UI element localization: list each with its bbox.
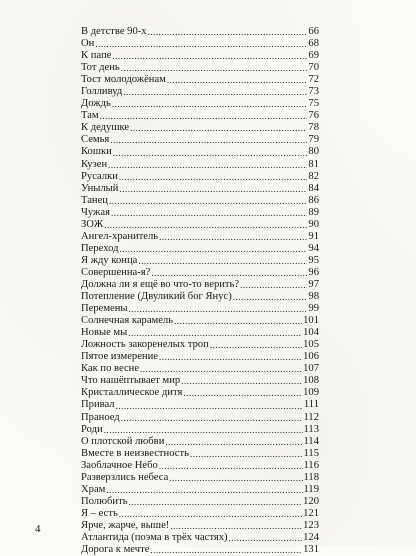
toc-entry-page: 108 bbox=[303, 375, 319, 387]
toc-entry-title: Там bbox=[81, 110, 99, 122]
toc-entry-title: Должна ли я ещё во что-то верить? bbox=[81, 278, 240, 290]
toc-entry-page: 72 bbox=[308, 74, 319, 86]
dot-leader bbox=[109, 196, 307, 207]
toc-entry-page: 95 bbox=[308, 254, 319, 266]
toc-entry-page: 104 bbox=[303, 327, 319, 339]
toc-entry-page: 109 bbox=[303, 387, 319, 399]
dot-leader bbox=[140, 364, 302, 375]
dot-leader bbox=[120, 244, 308, 255]
toc-entry-page: 91 bbox=[308, 230, 319, 242]
toc-entry-page: 78 bbox=[308, 122, 319, 134]
toc-entry-page: 101 bbox=[303, 315, 319, 327]
dot-leader bbox=[229, 533, 303, 544]
toc-entry bbox=[81, 171, 319, 183]
toc-entry bbox=[81, 219, 319, 231]
toc-entry-page: 79 bbox=[308, 134, 319, 146]
dot-leader bbox=[151, 268, 307, 279]
toc-entry-title: Тост молодожёнам bbox=[81, 74, 166, 86]
toc-entry-title: Голливуд bbox=[81, 86, 123, 98]
toc-entry-title: Танец bbox=[81, 194, 108, 206]
toc-entry-title: Перемены bbox=[81, 303, 128, 315]
toc-entry-title: Кристаллическое дитя bbox=[81, 387, 183, 399]
toc-entry bbox=[81, 484, 319, 496]
dot-leader bbox=[123, 87, 307, 98]
toc-entry-title: Кузен bbox=[81, 158, 108, 170]
toc-entry-page: 86 bbox=[308, 194, 319, 206]
toc-entry bbox=[81, 532, 319, 544]
toc-entry bbox=[81, 460, 319, 472]
dot-leader bbox=[129, 304, 308, 315]
toc-entry-page: 73 bbox=[308, 86, 319, 98]
toc-entry-page: 106 bbox=[303, 351, 319, 363]
toc-entry bbox=[81, 38, 319, 50]
toc-entry-title: К дедушке bbox=[81, 122, 130, 134]
toc-entry bbox=[81, 303, 319, 315]
dot-leader bbox=[110, 135, 307, 146]
toc-entry-title: Как по весне bbox=[81, 363, 140, 375]
dot-leader bbox=[128, 328, 302, 339]
toc-entry-page: 112 bbox=[303, 411, 319, 423]
dot-leader bbox=[181, 376, 302, 387]
toc-entry bbox=[81, 207, 319, 219]
toc-entry bbox=[81, 279, 319, 291]
dot-leader bbox=[121, 63, 308, 74]
dot-leader bbox=[113, 148, 308, 159]
dot-leader bbox=[190, 449, 303, 460]
toc-entry bbox=[81, 195, 319, 207]
toc-entry-page: 94 bbox=[308, 242, 319, 254]
toc-entry bbox=[81, 243, 319, 255]
toc-entry-title: Роди bbox=[81, 423, 103, 435]
toc-entry-page: 81 bbox=[308, 158, 319, 170]
dot-leader bbox=[112, 99, 308, 110]
toc-entry-page: 119 bbox=[303, 483, 319, 495]
toc-entry-title: Тот день bbox=[81, 62, 120, 74]
toc-entry-page: 123 bbox=[303, 519, 319, 531]
toc-entry bbox=[81, 267, 319, 279]
toc-entry-page: 68 bbox=[308, 38, 319, 50]
toc-entry-page: 66 bbox=[308, 26, 319, 37]
dot-leader bbox=[210, 340, 302, 351]
toc-entry bbox=[81, 436, 319, 448]
toc-entry-page: 115 bbox=[303, 447, 319, 459]
toc-entry bbox=[81, 98, 319, 110]
toc-entry bbox=[81, 387, 319, 399]
toc-entry bbox=[81, 110, 319, 122]
toc-entry-title: Вместе в неизвестность bbox=[81, 447, 189, 459]
toc-entry-title: Потепление (Двуликий бог Янус) bbox=[81, 291, 232, 303]
toc-entry-title: Русалки bbox=[81, 170, 118, 182]
toc-entry-title: Разверзлись небеса bbox=[81, 471, 169, 483]
toc-entry-page: 75 bbox=[308, 98, 319, 110]
dot-leader bbox=[119, 509, 302, 520]
dot-leader bbox=[106, 485, 302, 496]
toc-entry-title: ЗОЖ bbox=[81, 218, 104, 230]
toc-entry-title: К папе bbox=[81, 50, 112, 62]
dot-leader bbox=[121, 413, 303, 424]
dot-leader bbox=[95, 39, 307, 50]
toc-entry-title: В детстве 90-х bbox=[81, 26, 147, 37]
toc-entry-title: Ярче, жарче, выше! bbox=[81, 519, 170, 531]
toc-entry bbox=[81, 86, 319, 98]
dot-leader bbox=[233, 292, 308, 303]
toc-entry bbox=[81, 412, 319, 424]
dot-leader bbox=[148, 27, 308, 38]
toc-entry-title: Совершенна-я? bbox=[81, 266, 151, 278]
toc-entry-page: 116 bbox=[303, 459, 319, 471]
toc-entry-title: Заоблачное Небо bbox=[81, 459, 158, 471]
toc-entry-page: 114 bbox=[303, 435, 319, 447]
toc-entry-title: Праноед bbox=[81, 411, 120, 423]
toc-entry bbox=[81, 363, 319, 375]
page-number: 4 bbox=[35, 523, 41, 535]
toc-entry-title: Дождь bbox=[81, 98, 111, 110]
toc-entry-page: 70 bbox=[308, 62, 319, 74]
toc-entry bbox=[81, 291, 319, 303]
toc-entry bbox=[81, 255, 319, 267]
dot-leader bbox=[130, 123, 307, 134]
dot-leader bbox=[104, 425, 303, 436]
toc-entry bbox=[81, 26, 319, 38]
toc-entry bbox=[81, 327, 319, 339]
toc-entry-title: Пятое измерение bbox=[81, 351, 158, 363]
toc-entry-title: Ложность закоренелых троп bbox=[81, 339, 209, 351]
toc-entry-page: 96 bbox=[308, 266, 319, 278]
toc-entry-page: 97 bbox=[308, 278, 319, 290]
dot-leader bbox=[108, 160, 307, 171]
toc-entry-page: 76 bbox=[308, 110, 319, 122]
toc-entry-title: Он bbox=[81, 38, 95, 50]
dot-leader bbox=[169, 473, 302, 484]
toc-entry bbox=[81, 424, 319, 436]
dot-leader bbox=[183, 388, 302, 399]
toc-entry-title: Новые мы bbox=[81, 327, 128, 339]
dot-leader bbox=[170, 521, 302, 532]
toc-entry-title: Привал bbox=[81, 399, 115, 411]
dot-leader bbox=[240, 280, 307, 291]
toc-entry bbox=[81, 496, 319, 508]
toc-entry bbox=[81, 544, 319, 556]
toc-entry bbox=[81, 231, 319, 243]
toc-entry-page: 113 bbox=[303, 423, 319, 435]
toc-entry-title: Ангел-хранитель bbox=[81, 230, 159, 242]
dot-leader bbox=[111, 208, 307, 219]
toc-entry-title: Полюбить bbox=[81, 495, 128, 507]
toc-entry bbox=[81, 472, 319, 484]
toc-entry-title: Переход bbox=[81, 242, 119, 254]
toc-entry bbox=[81, 508, 319, 520]
dot-leader bbox=[167, 75, 308, 86]
toc-entry-title: Я жду конца bbox=[81, 254, 138, 266]
toc-entry bbox=[81, 74, 319, 86]
toc-entry-page: 99 bbox=[308, 303, 319, 315]
toc-entry-page: 105 bbox=[303, 339, 319, 351]
toc-entry-page: 89 bbox=[308, 206, 319, 218]
toc-entry-page: 121 bbox=[303, 507, 319, 519]
toc-entry-title: Унылый bbox=[81, 182, 119, 194]
table-of-contents bbox=[81, 26, 319, 556]
toc-entry bbox=[81, 50, 319, 62]
toc-entry-title: Атлантида (поэма в трёх частях) bbox=[81, 531, 228, 543]
toc-entry bbox=[81, 351, 319, 363]
dot-leader bbox=[119, 172, 307, 183]
dot-leader bbox=[119, 184, 307, 195]
toc-entry bbox=[81, 134, 319, 146]
dot-leader bbox=[138, 256, 307, 267]
toc-entry-title: Чужая bbox=[81, 206, 110, 218]
toc-entry-page: 98 bbox=[308, 291, 319, 303]
toc-entry-page: 124 bbox=[303, 531, 319, 543]
toc-entry bbox=[81, 399, 319, 411]
dot-leader bbox=[112, 51, 307, 62]
toc-entry-page: 80 bbox=[308, 146, 319, 158]
dot-leader bbox=[104, 220, 307, 231]
toc-entry-title: Что нашёптывает мир bbox=[81, 375, 181, 387]
toc-entry bbox=[81, 62, 319, 74]
dot-leader bbox=[100, 111, 308, 122]
toc-entry-page: 120 bbox=[303, 495, 319, 507]
toc-entry bbox=[81, 375, 319, 387]
toc-entry-page: 111 bbox=[303, 399, 319, 411]
toc-entry-page: 90 bbox=[308, 218, 319, 230]
toc-entry-title: Храм bbox=[81, 483, 106, 495]
dot-leader bbox=[129, 497, 303, 508]
toc-entry-page: 69 bbox=[308, 50, 319, 62]
toc-entry bbox=[81, 315, 319, 327]
toc-entry bbox=[81, 159, 319, 171]
toc-entry-page: 131 bbox=[303, 544, 319, 556]
toc-entry bbox=[81, 183, 319, 195]
toc-entry-title: О плотской любви bbox=[81, 435, 165, 447]
toc-entry-title: Солнечная карамель bbox=[81, 315, 174, 327]
dot-leader bbox=[159, 461, 303, 472]
toc-entry-title: Кошки bbox=[81, 146, 112, 158]
toc-entry-page: 84 bbox=[308, 182, 319, 194]
toc-entry bbox=[81, 339, 319, 351]
dot-leader bbox=[174, 316, 302, 327]
toc-entry-page: 118 bbox=[303, 471, 319, 483]
toc-entry-page: 107 bbox=[303, 363, 319, 375]
toc-entry bbox=[81, 448, 319, 460]
toc-entry-page: 82 bbox=[308, 170, 319, 182]
toc-entry-title: Семья bbox=[81, 134, 110, 146]
toc-entry-title: Я – есть bbox=[81, 507, 118, 519]
dot-leader bbox=[116, 401, 303, 412]
dot-leader bbox=[159, 232, 307, 243]
toc-entry bbox=[81, 122, 319, 134]
toc-entry-title: Дорога к мечте bbox=[81, 544, 150, 556]
toc-entry bbox=[81, 146, 319, 158]
dot-leader bbox=[165, 437, 302, 448]
dot-leader bbox=[159, 352, 302, 363]
toc-entry bbox=[81, 520, 319, 532]
